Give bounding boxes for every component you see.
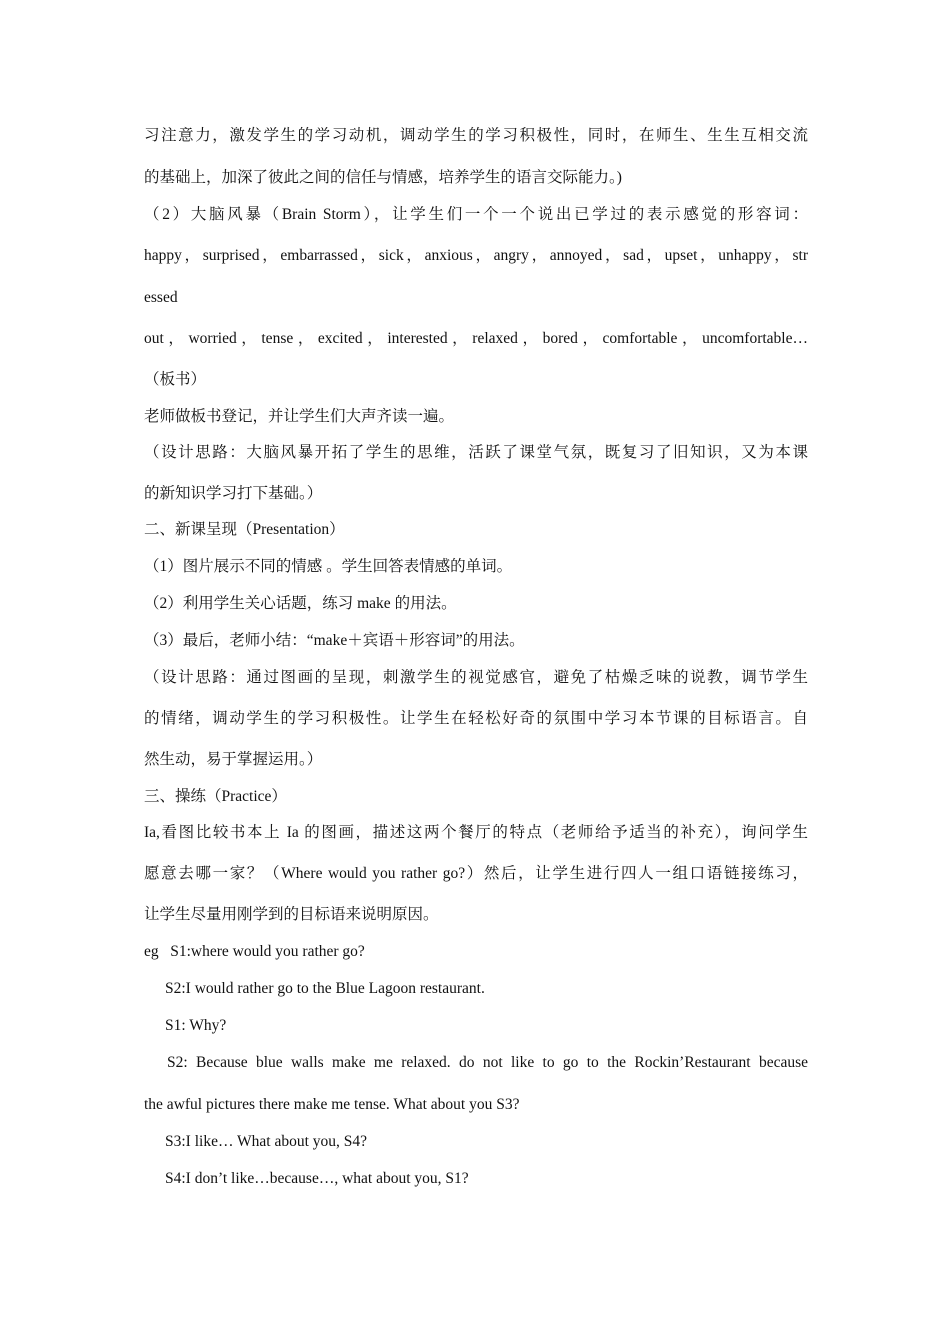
section-heading: 二、新课呈现（Presentation） bbox=[144, 521, 345, 538]
paragraph-line: （设计思路：通过图画的呈现，刺激学生的视觉感官，避免了枯燥乏味的说教，调节学生 bbox=[144, 669, 808, 686]
dialogue-line: S1: Why? bbox=[165, 1017, 227, 1034]
section-heading: 三、操练（Practice） bbox=[144, 788, 287, 805]
dialogue-line: S4:I don’t like…because…, what about you, S1? bbox=[165, 1170, 469, 1187]
paragraph-line: 的情绪，调动学生的学习积极性。让学生在轻松好奇的氛围中学习本节课的目标语言。自 bbox=[144, 710, 808, 727]
dialogue-line: S3:I like… What about you, S4? bbox=[165, 1133, 368, 1150]
paragraph-line: （1）图片展示不同的情感 。学生回答表情感的单词。 bbox=[144, 558, 513, 575]
paragraph-line: 然生动，易于掌握运用。） bbox=[144, 751, 323, 768]
paragraph-line: essed bbox=[144, 289, 178, 306]
paragraph-line: （设计思路：大脑风暴开拓了学生的思维，活跃了课堂气氛，既复习了旧知识，又为本课 bbox=[144, 444, 808, 461]
paragraph-line: 的新知识学习打下基础。） bbox=[144, 485, 323, 502]
paragraph-line: out，worried，tense，excited，interested，relaxed，bored，comfortable，uncomfortable… bbox=[144, 330, 808, 347]
paragraph-line: 愿意去哪一家？（Where would you rather go?）然后，让学生进行四人一组口语链接练习， bbox=[144, 865, 808, 882]
paragraph-line: 的基础上，加深了彼此之间的信任与情感，培养学生的语言交际能力。) bbox=[144, 169, 622, 186]
paragraph-line: 老师做板书登记，并让学生们大声齐读一遍。 bbox=[144, 408, 455, 425]
paragraph-line: happy，surprised，embarrassed，sick，anxious，angry，annoyed，sad，upset，unhappy，str bbox=[144, 247, 808, 264]
dialogue-line: eg S1:where would you rather go? bbox=[144, 943, 365, 960]
paragraph-line: 习注意力，激发学生的学习动机，调动学生的学习积极性，同时，在师生、生生互相交流 bbox=[144, 127, 808, 144]
dialogue-line: the awful pictures there make me tense. What about you S3? bbox=[144, 1096, 520, 1113]
paragraph-line: （2）大脑风暴（Brain Storm），让学生们一个一个说出已学过的表示感觉的形容词： bbox=[144, 206, 808, 223]
paragraph-line: （2）利用学生关心话题，练习 make 的用法。 bbox=[144, 595, 457, 612]
dialogue-line: S2:I would rather go to the Blue Lagoon restaurant. bbox=[165, 980, 485, 997]
paragraph-line: Ia,看图比较书本上 Ia 的图画，描述这两个餐厅的特点（老师给予适当的补充），询问学生 bbox=[144, 824, 808, 841]
dialogue-line: S2: Because blue walls make me relaxed. do not like to go to the Rockin’Restaurant because bbox=[167, 1054, 808, 1071]
paragraph-line: 让学生尽量用刚学到的目标语来说明原因。 bbox=[144, 906, 439, 923]
paragraph-line: （板书） bbox=[144, 371, 207, 388]
paragraph-line: （3）最后，老师小结：“make＋宾语＋形容词”的用法。 bbox=[144, 632, 525, 649]
